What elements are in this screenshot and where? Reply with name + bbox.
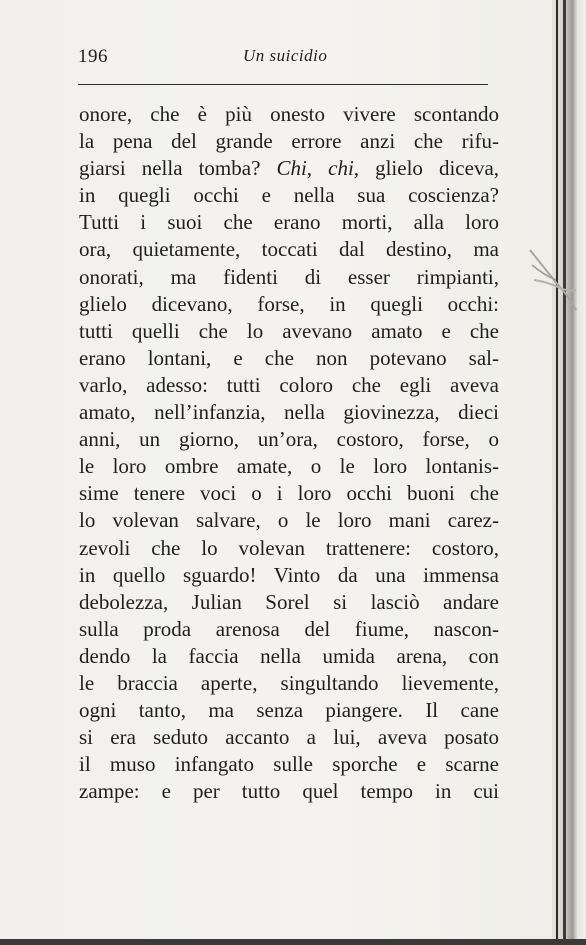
text-line: Tutti i suoi che erano morti, alla loro [79,210,499,235]
text-line: sulla proda arenosa del fiume, nascon- [79,616,499,641]
running-title: Un suicidio [243,46,328,65]
page-bottom-edge [0,939,586,945]
text-line: amato, nell’infanzia, nella giovinezza, dieci [79,400,499,425]
page-header [78,46,488,78]
text-fragment: giarsi nella tomba? [79,156,261,181]
text-line: tutti quelli che lo avevano amato e che [79,318,499,343]
text-line: il muso infangato sulle sporche e scarne [79,752,499,777]
text-fragment: glielo diceva, [375,156,500,181]
text-line: varlo, adesso: tutti coloro che egli aveva [79,372,499,397]
binding-thread [528,240,578,320]
text-line: onore, che è più onesto vivere scontando [79,102,499,126]
spine-edge [556,0,566,945]
text-line: in quello sguardo! Vinto da una immensa [79,562,499,587]
text-line: ora, quietamente, toccati dal destino, ma [79,237,499,262]
text-line: onorati, ma fidenti di esser rimpianti, [79,264,499,289]
text-line: si era seduto accanto a lui, aveva posato [79,725,499,750]
page-number: 196 [78,46,108,67]
text-line: le loro ombre amate, o le loro lontanis- [79,454,499,479]
text-line: erano lontani, e che non potevano sal- [79,345,499,370]
text-line: le braccia aperte, singultando lievemente, [79,670,499,695]
text-line: sime tenere voci o i loro occhi buoni che [79,481,499,506]
text-line: in quegli occhi e nella sua coscienza? [79,183,499,208]
text-line [79,155,499,182]
text-line: zevoli che lo volevan trattenere: costoro, [79,535,499,560]
text-line: anni, un giorno, un’ora, costoro, forse, o [79,427,499,452]
text-line: debolezza, Julian Sorel si lasciò andare [79,589,499,614]
header-rule [78,84,488,85]
text-line: lo volevan salvare, o le loro mani carez- [79,508,499,533]
text-line: zampe: e per tutto quel tempo in cui [79,779,499,804]
body-text [79,101,499,805]
text-line: glielo dicevano, forse, in quegli occhi: [79,291,499,316]
text-line: la pena del grande errore anzi che rifu- [79,129,499,154]
text-line: ogni tanto, ma senza piangere. Il cane [79,698,499,723]
italic-text: Chi, chi, [276,156,360,181]
text-line: dendo la faccia nella umida arena, con [79,643,499,668]
